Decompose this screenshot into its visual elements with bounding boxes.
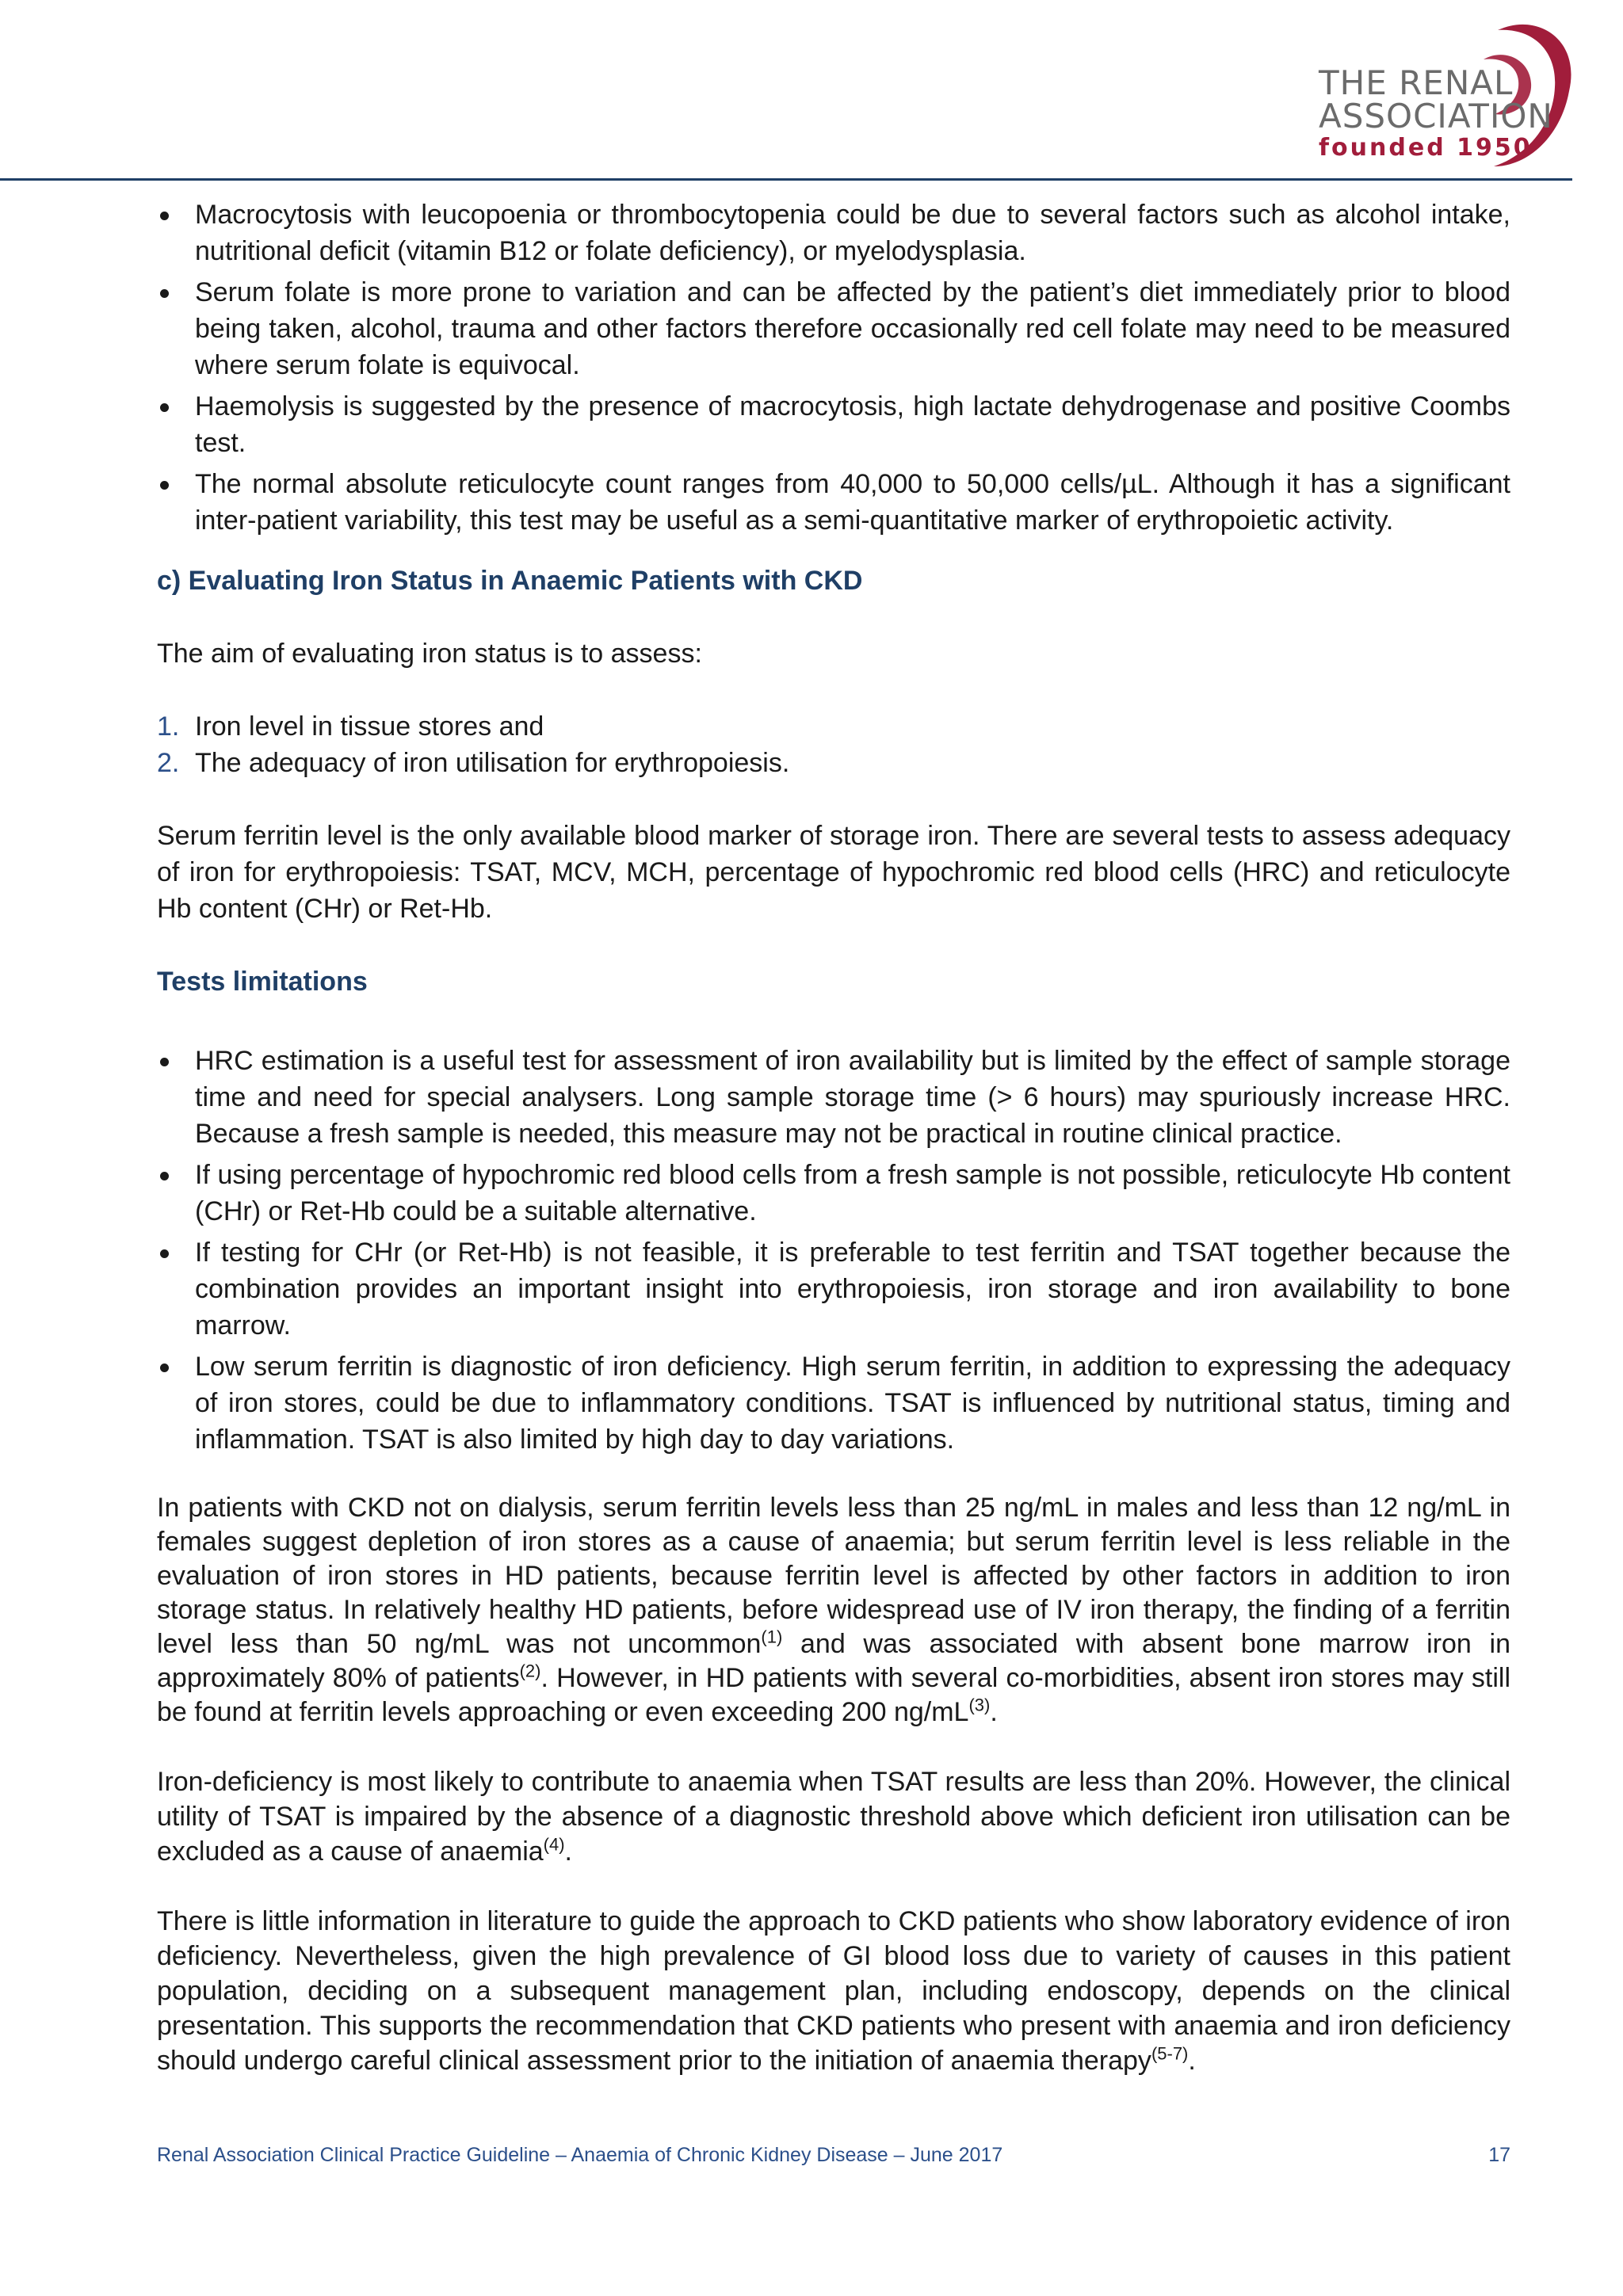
bullet-icon xyxy=(160,481,169,490)
numbered-list xyxy=(157,708,1510,781)
bullet-icon xyxy=(160,1172,169,1180)
bullet-icon xyxy=(160,403,169,412)
logo-line-2: ASSOCIATION xyxy=(1319,97,1553,135)
section-heading: c) Evaluating Iron Status in Anaemic Patients with CKD xyxy=(157,566,863,596)
bullet-icon xyxy=(160,1249,169,1258)
paragraph: Iron-deficiency is most likely to contribute to anaemia when TSAT results are less than 20%. However, the clinical utility of TSAT is impaired by the absence of a diagnostic threshold above which deficient iron utilisation can be excluded as a cause of anaemia$^{(4)}$. xyxy=(157,1767,1510,1867)
renal-association-logo xyxy=(1300,16,1585,174)
list-item: Macrocytosis with leucopoenia or thrombocytopenia could be due to several factors such as alcohol intake, nutritional deficit (vitamin B12 or folate deficiency), or myelodysplasia. xyxy=(157,196,1510,269)
footer-title: Renal Association Clinical Practice Guideline – Anaemia of Chronic Kidney Disease – June 2017 xyxy=(157,2144,1003,2166)
header-divider xyxy=(0,178,1572,181)
logo-line-3: founded 1950 xyxy=(1319,134,1533,162)
bullet-icon xyxy=(160,1363,169,1372)
paragraph: In patients with CKD not on dialysis, serum ferritin levels less than 25 ng/mL in males and less than 12 ng/mL in females suggest depletion of iron stores as a cause of anaemia; but serum ferritin level is less reliable in the evaluation of iron stores in HD patients, because ferritin level is affected by other factors in addition to iron storage status. In relatively healthy HD patients, before widespread use of IV iron therapy, the finding of a ferritin level less than 50 ng/mL was not uncommon$^{(1)}$ and was associated with absent bone marrow iron in approximately 80% of patients$^{(2)}$. However, in HD patients with several co-morbidities, absent iron stores may still be found at ferritin levels approaching or even exceeding 200 $ng/mL^{(3)}$. xyxy=(157,1493,1510,1727)
citation: (2) xyxy=(519,1661,541,1681)
page-header xyxy=(0,0,1623,182)
list-item: 2. The adequacy of iron utilisation for erythropoiesis. xyxy=(157,748,790,778)
page-number: 17 xyxy=(1488,2144,1510,2166)
list-item: If testing for CHr (or Ret-Hb) is not feasible, it is preferable to test ferritin and TSAT together because the combination provides an important insight into erythropoiesis, iron storage and iron availability to bone marrow. xyxy=(157,1234,1510,1344)
citation: (4) xyxy=(543,1834,565,1855)
citation: (1) xyxy=(761,1627,783,1647)
paragraph: There is little information in literature to guide the approach to CKD patients who show laboratory evidence of iron deficiency. Nevertheless, given the high prevalence of GI blood loss due to variety of causes in this patient population, deciding on a subsequent management plan, including endoscopy, depends on the clinical presentation. This supports the recommendation that CKD patients who present with anaemia and iron deficiency should undergo careful clinical assessment prior to the initiation of anaemia therapy$^{(5-7)}$. xyxy=(157,1906,1510,2076)
list-item: 1. Iron level in tissue stores and xyxy=(157,711,544,742)
list-item: HRC estimation is a useful test for assessment of iron availability but is limited by the effect of sample storage time and need for special analysers. Long sample storage time (> 6 hours) may spuriously increase HRC. Because a fresh sample is needed, this measure may not be practical in routine clinical practice. xyxy=(157,1043,1510,1152)
subsection-heading: Tests limitations xyxy=(157,967,368,997)
list-item: Low serum ferritin is diagnostic of iron deficiency. High serum ferritin, in addition to expressing the adequacy of iron stores, could be due to inflammatory conditions. TSAT is influenced by nutritional status, timing and inflammation. TSAT is also limited by high day to day variations. xyxy=(157,1348,1510,1458)
citation: (5-7) xyxy=(1151,2043,1189,2064)
bullet-icon xyxy=(160,289,169,298)
main-content xyxy=(157,196,1510,2078)
bullet-icon xyxy=(160,212,169,220)
bullet-icon xyxy=(160,1058,169,1066)
bullet-list-1 xyxy=(157,196,1510,539)
intro-text: The aim of evaluating iron status is to assess: xyxy=(157,639,702,669)
citation: (3) xyxy=(968,1695,991,1715)
paragraph: Serum ferritin level is the only available blood marker of storage iron. There are several tests to assess adequacy of iron for erythropoiesis: TSAT, MCV, MCH, percentage of hypochromic red blood cells (HRC) and reticulocyte Hb content (CHr) or Ret-Hb. xyxy=(157,821,1510,924)
logo-line-1: THE RENAL xyxy=(1319,63,1514,102)
list-item: Haemolysis is suggested by the presence of macrocytosis, high lactate dehydrogenase and positive Coombs test. xyxy=(157,388,1510,461)
bullet-list-2 xyxy=(157,1043,1510,1458)
list-item: Serum folate is more prone to variation and can be affected by the patient’s diet immediately prior to blood being taken, alcohol, trauma and other factors therefore occasionally red cell folate may need to be measured where serum folate is equivocal. xyxy=(157,274,1510,383)
list-item: The normal absolute reticulocyte count ranges from 40,000 to 50,000 cells/µL. Although it has a significant inter-patient variability, this test may be useful as a semi-quantitative marker of erythropoietic activity. xyxy=(157,466,1510,539)
list-item: If using percentage of hypochromic red blood cells from a fresh sample is not possible, reticulocyte Hb content (CHr) or Ret-Hb could be a suitable alternative. xyxy=(157,1157,1510,1230)
